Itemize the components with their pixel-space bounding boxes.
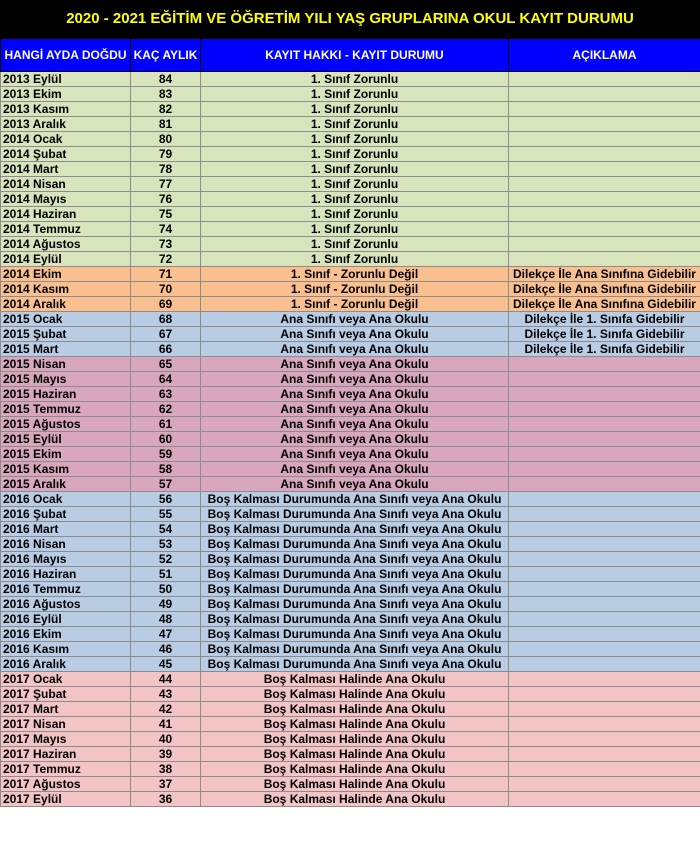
table-row (1, 72, 700, 87)
status-cell: 1. Sınıf Zorunlu (201, 162, 509, 177)
age-months-cell: 78 (131, 162, 201, 177)
birth-month-cell: 2013 Aralık (1, 117, 131, 132)
table-row (1, 177, 700, 192)
birth-month-cell: 2014 Şubat (1, 147, 131, 162)
birth-month-cell: 2015 Ağustos (1, 417, 131, 432)
birth-month-cell: 2015 Temmuz (1, 402, 131, 417)
note-cell (509, 72, 700, 87)
note-cell (509, 177, 700, 192)
birth-month-cell: 2016 Nisan (1, 537, 131, 552)
header-row (1, 39, 700, 72)
status-cell: 1. Sınıf Zorunlu (201, 252, 509, 267)
table-row (1, 747, 700, 762)
age-months-cell: 43 (131, 687, 201, 702)
birth-month-cell: 2015 Eylül (1, 432, 131, 447)
table-row (1, 147, 700, 162)
status-cell: Boş Kalması Halinde Ana Okulu (201, 792, 509, 807)
age-months-cell: 54 (131, 522, 201, 537)
birth-month-cell: 2015 Aralık (1, 477, 131, 492)
age-months-cell: 83 (131, 87, 201, 102)
note-cell: Dilekçe İle 1. Sınıfa Gidebilir (509, 312, 700, 327)
note-cell (509, 462, 700, 477)
header-enrollment-status: KAYIT HAKKI - KAYIT DURUMU (201, 39, 509, 72)
birth-month-cell: 2017 Ağustos (1, 777, 131, 792)
age-months-cell: 51 (131, 567, 201, 582)
status-cell: Boş Kalması Durumunda Ana Sınıfı veya Ana Okulu (201, 522, 509, 537)
age-months-cell: 52 (131, 552, 201, 567)
table-row (1, 567, 700, 582)
note-cell (509, 642, 700, 657)
note-cell (509, 117, 700, 132)
table-row (1, 207, 700, 222)
age-months-cell: 84 (131, 72, 201, 87)
status-cell: Ana Sınıfı veya Ana Okulu (201, 342, 509, 357)
birth-month-cell: 2016 Şubat (1, 507, 131, 522)
birth-month-cell: 2016 Ocak (1, 492, 131, 507)
age-months-cell: 67 (131, 327, 201, 342)
age-months-cell: 69 (131, 297, 201, 312)
table-row (1, 612, 700, 627)
note-cell (509, 597, 700, 612)
note-cell (509, 102, 700, 117)
note-cell: Dilekçe İle Ana Sınıfına Gidebilir (509, 282, 700, 297)
status-cell: 1. Sınıf Zorunlu (201, 192, 509, 207)
age-months-cell: 37 (131, 777, 201, 792)
age-months-cell: 49 (131, 597, 201, 612)
age-months-cell: 60 (131, 432, 201, 447)
note-cell (509, 582, 700, 597)
age-months-cell: 40 (131, 732, 201, 747)
age-months-cell: 72 (131, 252, 201, 267)
age-months-cell: 77 (131, 177, 201, 192)
age-months-cell: 50 (131, 582, 201, 597)
age-months-cell: 39 (131, 747, 201, 762)
status-cell: Boş Kalması Durumunda Ana Sınıfı veya Ana Okulu (201, 537, 509, 552)
table-row (1, 192, 700, 207)
table-row (1, 357, 700, 372)
note-cell (509, 402, 700, 417)
status-cell: 1. Sınıf Zorunlu (201, 177, 509, 192)
birth-month-cell: 2014 Nisan (1, 177, 131, 192)
birth-month-cell: 2017 Ocak (1, 672, 131, 687)
status-cell: Boş Kalması Durumunda Ana Sınıfı veya Ana Okulu (201, 552, 509, 567)
table-row (1, 132, 700, 147)
status-cell: Boş Kalması Halinde Ana Okulu (201, 777, 509, 792)
status-cell: Boş Kalması Durumunda Ana Sınıfı veya Ana Okulu (201, 507, 509, 522)
table-row (1, 222, 700, 237)
note-cell (509, 702, 700, 717)
status-cell: Boş Kalması Durumunda Ana Sınıfı veya Ana Okulu (201, 567, 509, 582)
table-row (1, 162, 700, 177)
age-months-cell: 44 (131, 672, 201, 687)
age-months-cell: 58 (131, 462, 201, 477)
status-cell: Ana Sınıfı veya Ana Okulu (201, 432, 509, 447)
table-row (1, 267, 700, 282)
birth-month-cell: 2015 Şubat (1, 327, 131, 342)
note-cell (509, 747, 700, 762)
note-cell (509, 432, 700, 447)
status-cell: Ana Sınıfı veya Ana Okulu (201, 327, 509, 342)
age-months-cell: 56 (131, 492, 201, 507)
birth-month-cell: 2016 Ekim (1, 627, 131, 642)
age-months-cell: 81 (131, 117, 201, 132)
age-months-cell: 41 (131, 717, 201, 732)
table-row (1, 717, 700, 732)
birth-month-cell: 2017 Mart (1, 702, 131, 717)
age-months-cell: 38 (131, 762, 201, 777)
status-cell: Boş Kalması Durumunda Ana Sınıfı veya Ana Okulu (201, 657, 509, 672)
birth-month-cell: 2015 Ekim (1, 447, 131, 462)
status-cell: 1. Sınıf Zorunlu (201, 117, 509, 132)
age-months-cell: 76 (131, 192, 201, 207)
header-note: AÇIKLAMA (509, 39, 700, 72)
table-row (1, 297, 700, 312)
age-months-cell: 75 (131, 207, 201, 222)
table-row (1, 417, 700, 432)
table-row (1, 447, 700, 462)
table-row (1, 672, 700, 687)
birth-month-cell: 2016 Kasım (1, 642, 131, 657)
status-cell: Ana Sınıfı veya Ana Okulu (201, 372, 509, 387)
age-months-cell: 57 (131, 477, 201, 492)
table-row (1, 627, 700, 642)
status-cell: Ana Sınıfı veya Ana Okulu (201, 477, 509, 492)
age-months-cell: 42 (131, 702, 201, 717)
note-cell (509, 567, 700, 582)
table-row (1, 402, 700, 417)
status-cell: 1. Sınıf - Zorunlu Değil (201, 297, 509, 312)
note-cell: Dilekçe İle 1. Sınıfa Gidebilir (509, 342, 700, 357)
age-months-cell: 70 (131, 282, 201, 297)
status-cell: Ana Sınıfı veya Ana Okulu (201, 357, 509, 372)
table-row (1, 102, 700, 117)
status-cell: Ana Sınıfı veya Ana Okulu (201, 447, 509, 462)
note-cell (509, 687, 700, 702)
age-months-cell: 74 (131, 222, 201, 237)
birth-month-cell: 2014 Mayıs (1, 192, 131, 207)
table-row (1, 117, 700, 132)
table-row (1, 732, 700, 747)
age-months-cell: 73 (131, 237, 201, 252)
birth-month-cell: 2016 Ağustos (1, 597, 131, 612)
birth-month-cell: 2017 Haziran (1, 747, 131, 762)
status-cell: 1. Sınıf Zorunlu (201, 72, 509, 87)
table-row (1, 492, 700, 507)
enrollment-table (0, 38, 700, 807)
age-months-cell: 36 (131, 792, 201, 807)
birth-month-cell: 2015 Nisan (1, 357, 131, 372)
status-cell: Boş Kalması Durumunda Ana Sınıfı veya Ana Okulu (201, 582, 509, 597)
table-row (1, 87, 700, 102)
note-cell (509, 657, 700, 672)
birth-month-cell: 2014 Temmuz (1, 222, 131, 237)
note-cell (509, 192, 700, 207)
age-months-cell: 68 (131, 312, 201, 327)
birth-month-cell: 2014 Mart (1, 162, 131, 177)
note-cell (509, 477, 700, 492)
age-months-cell: 64 (131, 372, 201, 387)
birth-month-cell: 2015 Kasım (1, 462, 131, 477)
table-row (1, 762, 700, 777)
note-cell (509, 207, 700, 222)
birth-month-cell: 2014 Haziran (1, 207, 131, 222)
age-months-cell: 71 (131, 267, 201, 282)
status-cell: Ana Sınıfı veya Ana Okulu (201, 462, 509, 477)
birth-month-cell: 2016 Mart (1, 522, 131, 537)
note-cell: Dilekçe İle Ana Sınıfına Gidebilir (509, 267, 700, 282)
note-cell (509, 507, 700, 522)
age-months-cell: 45 (131, 657, 201, 672)
birth-month-cell: 2014 Kasım (1, 282, 131, 297)
age-months-cell: 82 (131, 102, 201, 117)
table-row (1, 312, 700, 327)
table-row (1, 687, 700, 702)
table-row (1, 327, 700, 342)
note-cell (509, 762, 700, 777)
birth-month-cell: 2017 Şubat (1, 687, 131, 702)
header-age-months: KAÇ AYLIK (131, 39, 201, 72)
birth-month-cell: 2016 Mayıs (1, 552, 131, 567)
age-months-cell: 65 (131, 357, 201, 372)
birth-month-cell: 2015 Ocak (1, 312, 131, 327)
note-cell (509, 492, 700, 507)
status-cell: 1. Sınıf Zorunlu (201, 237, 509, 252)
status-cell: Ana Sınıfı veya Ana Okulu (201, 402, 509, 417)
header-birth-month: HANGİ AYDA DOĞDU (1, 39, 131, 72)
table-row (1, 282, 700, 297)
note-cell (509, 447, 700, 462)
birth-month-cell: 2017 Eylül (1, 792, 131, 807)
age-months-cell: 61 (131, 417, 201, 432)
birth-month-cell: 2013 Ekim (1, 87, 131, 102)
status-cell: Boş Kalması Halinde Ana Okulu (201, 762, 509, 777)
birth-month-cell: 2016 Eylül (1, 612, 131, 627)
note-cell (509, 387, 700, 402)
table-row (1, 537, 700, 552)
status-cell: Boş Kalması Durumunda Ana Sınıfı veya Ana Okulu (201, 627, 509, 642)
status-cell: Boş Kalması Halinde Ana Okulu (201, 717, 509, 732)
note-cell (509, 417, 700, 432)
age-months-cell: 53 (131, 537, 201, 552)
status-cell: Boş Kalması Durumunda Ana Sınıfı veya Ana Okulu (201, 642, 509, 657)
table-row (1, 342, 700, 357)
status-cell: 1. Sınıf - Zorunlu Değil (201, 282, 509, 297)
age-months-cell: 59 (131, 447, 201, 462)
table-row (1, 777, 700, 792)
status-cell: Boş Kalması Durumunda Ana Sınıfı veya Ana Okulu (201, 492, 509, 507)
note-cell (509, 87, 700, 102)
table-body (1, 72, 700, 807)
table-row (1, 597, 700, 612)
status-cell: Boş Kalması Halinde Ana Okulu (201, 702, 509, 717)
page-title: 2020 - 2021 EĞİTİM VE ÖĞRETİM YILI YAŞ GRUPLARINA OKUL KAYIT DURUMU (0, 0, 700, 38)
birth-month-cell: 2016 Temmuz (1, 582, 131, 597)
note-cell (509, 522, 700, 537)
birth-month-cell: 2016 Haziran (1, 567, 131, 582)
table-row (1, 552, 700, 567)
age-months-cell: 46 (131, 642, 201, 657)
note-cell (509, 162, 700, 177)
status-cell: Boş Kalması Halinde Ana Okulu (201, 732, 509, 747)
birth-month-cell: 2013 Kasım (1, 102, 131, 117)
note-cell (509, 672, 700, 687)
status-cell: 1. Sınıf - Zorunlu Değil (201, 267, 509, 282)
note-cell (509, 552, 700, 567)
note-cell (509, 222, 700, 237)
birth-month-cell: 2014 Ocak (1, 132, 131, 147)
table-row (1, 477, 700, 492)
birth-month-cell: 2013 Eylül (1, 72, 131, 87)
note-cell (509, 237, 700, 252)
age-months-cell: 80 (131, 132, 201, 147)
status-cell: Boş Kalması Halinde Ana Okulu (201, 672, 509, 687)
note-cell (509, 612, 700, 627)
birth-month-cell: 2014 Eylül (1, 252, 131, 267)
birth-month-cell: 2017 Nisan (1, 717, 131, 732)
status-cell: 1. Sınıf Zorunlu (201, 102, 509, 117)
table-row (1, 657, 700, 672)
table-row (1, 372, 700, 387)
table-row (1, 582, 700, 597)
note-cell (509, 372, 700, 387)
note-cell (509, 132, 700, 147)
age-months-cell: 66 (131, 342, 201, 357)
note-cell (509, 792, 700, 807)
table-row (1, 462, 700, 477)
table-row (1, 237, 700, 252)
birth-month-cell: 2017 Mayıs (1, 732, 131, 747)
age-months-cell: 47 (131, 627, 201, 642)
status-cell: 1. Sınıf Zorunlu (201, 222, 509, 237)
age-months-cell: 62 (131, 402, 201, 417)
status-cell: Ana Sınıfı veya Ana Okulu (201, 312, 509, 327)
table-row (1, 387, 700, 402)
note-cell (509, 537, 700, 552)
table-row (1, 507, 700, 522)
age-months-cell: 48 (131, 612, 201, 627)
note-cell (509, 357, 700, 372)
status-cell: Boş Kalması Durumunda Ana Sınıfı veya Ana Okulu (201, 612, 509, 627)
birth-month-cell: 2015 Haziran (1, 387, 131, 402)
birth-month-cell: 2014 Aralık (1, 297, 131, 312)
note-cell (509, 717, 700, 732)
note-cell (509, 777, 700, 792)
table-row (1, 702, 700, 717)
table-row (1, 642, 700, 657)
status-cell: 1. Sınıf Zorunlu (201, 207, 509, 222)
note-cell: Dilekçe İle 1. Sınıfa Gidebilir (509, 327, 700, 342)
birth-month-cell: 2014 Ekim (1, 267, 131, 282)
birth-month-cell: 2014 Ağustos (1, 237, 131, 252)
note-cell (509, 252, 700, 267)
status-cell: Boş Kalması Durumunda Ana Sınıfı veya Ana Okulu (201, 597, 509, 612)
birth-month-cell: 2015 Mart (1, 342, 131, 357)
note-cell (509, 627, 700, 642)
note-cell (509, 147, 700, 162)
birth-month-cell: 2017 Temmuz (1, 762, 131, 777)
status-cell: Boş Kalması Halinde Ana Okulu (201, 747, 509, 762)
table-row (1, 522, 700, 537)
birth-month-cell: 2015 Mayıs (1, 372, 131, 387)
status-cell: Ana Sınıfı veya Ana Okulu (201, 387, 509, 402)
age-months-cell: 63 (131, 387, 201, 402)
status-cell: 1. Sınıf Zorunlu (201, 132, 509, 147)
status-cell: Ana Sınıfı veya Ana Okulu (201, 417, 509, 432)
table-row (1, 432, 700, 447)
status-cell: Boş Kalması Halinde Ana Okulu (201, 687, 509, 702)
status-cell: 1. Sınıf Zorunlu (201, 147, 509, 162)
status-cell: 1. Sınıf Zorunlu (201, 87, 509, 102)
table-row (1, 252, 700, 267)
age-months-cell: 79 (131, 147, 201, 162)
table-row (1, 792, 700, 807)
birth-month-cell: 2016 Aralık (1, 657, 131, 672)
note-cell (509, 732, 700, 747)
note-cell: Dilekçe İle Ana Sınıfına Gidebilir (509, 297, 700, 312)
age-months-cell: 55 (131, 507, 201, 522)
